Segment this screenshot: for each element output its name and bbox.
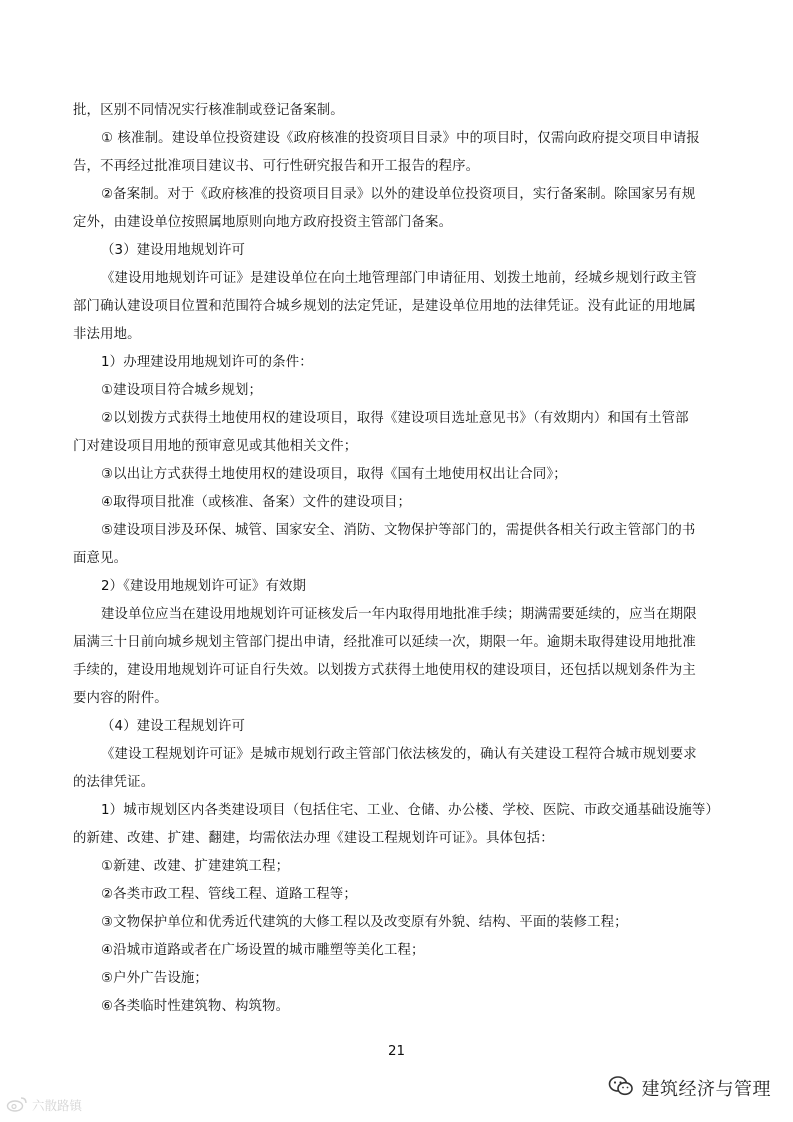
list-item: ③文物保护单位和优秀近代建筑的大修工程以及改变原有外貌、结构、平面的装修工程； <box>101 915 628 930</box>
section-heading: （4）建设工程规划许可 <box>101 719 246 734</box>
list-item: ②各类市政工程、管线工程、道路工程等； <box>101 887 357 902</box>
weibo-icon <box>6 1096 28 1115</box>
list-item: ⑤建设项目涉及环保、城管、国家安全、消防、文物保护等部门的，需提供各相关行政主管部门的书 <box>101 523 696 538</box>
list-item: ⑥各类临时性建筑物、构筑物。 <box>101 999 290 1014</box>
text-line: ① 核准制。建设单位投资建设《政府核准的投资项目目录》中的项目时，仅需向政府提交项目申请报 <box>101 131 700 146</box>
text-line: 门对建设项目用地的预审意见或其他相关文件； <box>73 439 358 454</box>
text-line: 面意见。 <box>73 551 128 566</box>
watermark-account <box>608 1073 772 1103</box>
text-line: 届满三十日前向城乡规划主管部门提出申请，经批准可以延续一次，期限一年。逾期未取得建设用地批准 <box>73 635 696 650</box>
list-item: ①新建、改建、扩建建筑工程； <box>101 859 290 874</box>
list-item: ③以出让方式获得土地使用权的建设项目，取得《国有土地使用权出让合同》； <box>101 467 567 482</box>
text-line: 《建设工程规划许可证》是城市规划行政主管部门依法核发的，确认有关建设工程符合城市规划要求 <box>101 747 697 762</box>
text-line: 手续的，建设用地规划许可证自行失效。以划拨方式获得土地使用权的建设项目，还包括以规划条件为主 <box>73 663 696 678</box>
list-item: ④沿城市道路或者在广场设置的城市雕塑等美化工程； <box>101 943 425 958</box>
text-line: 《建设用地规划许可证》是建设单位在向土地管理部门申请征用、划拨土地前，经城乡规划行政主管 <box>101 271 697 286</box>
text-line: 的法律凭证。 <box>73 775 155 790</box>
watermark-source <box>6 1095 82 1115</box>
list-item: ④取得项目批准（或核准、备案）文件的建设项目； <box>101 495 412 510</box>
text-line: 1）办理建设用地规划许可的条件： <box>101 355 313 370</box>
list-item: ②以划拨方式获得土地使用权的建设项目，取得《建设项目选址意见书》（有效期内）和国有土管部 <box>101 411 689 426</box>
text-line: 非法用地。 <box>73 327 141 342</box>
text-line: 的新建、改建、扩建、翻建，均需依法办理《建设工程规划许可证》。具体包括： <box>73 831 554 846</box>
text-line: 部门确认建设项目位置和范围符合城乡规划的法定凭证，是建设单位用地的法律凭证。没有此证的用地属 <box>73 299 696 314</box>
watermark-account-name: 建筑经济与管理 <box>641 1079 771 1100</box>
text-line: 批，区别不同情况实行核准制或登记备案制。 <box>73 103 344 118</box>
watermark-source-name: 六散路镇 <box>32 1098 83 1113</box>
list-item: ①建设项目符合城乡规划； <box>101 383 263 398</box>
text-line: ②备案制。对于《政府核准的投资项目目录》以外的建设单位投资项目，实行备案制。除国家另有规 <box>101 187 696 202</box>
page-number: 21 <box>387 1044 406 1059</box>
text-line: 建设单位应当在建设用地规划许可证核发后一年内取得用地批准手续；期满需要延续的，应当在期限 <box>101 607 697 622</box>
section-heading: （3）建设用地规划许可 <box>101 243 246 258</box>
list-item: ⑤户外广告设施； <box>101 971 208 986</box>
text-line: 1）城市规划区内各类建设项目（包括住宅、工业、仓储、办公楼、学校、医院、市政交通基础设施等） <box>101 803 719 818</box>
text-line: 要内容的附件。 <box>73 691 168 706</box>
text-line: 2）《建设用地规划许可证》有效期 <box>101 579 307 594</box>
wechat-icon <box>608 1075 634 1101</box>
text-line: 告，不再经过批准项目建议书、可行性研究报告和开工报告的程序。 <box>73 159 480 174</box>
text-line: 定外，由建设单位按照属地原则向地方政府投资主管部门备案。 <box>73 215 453 230</box>
